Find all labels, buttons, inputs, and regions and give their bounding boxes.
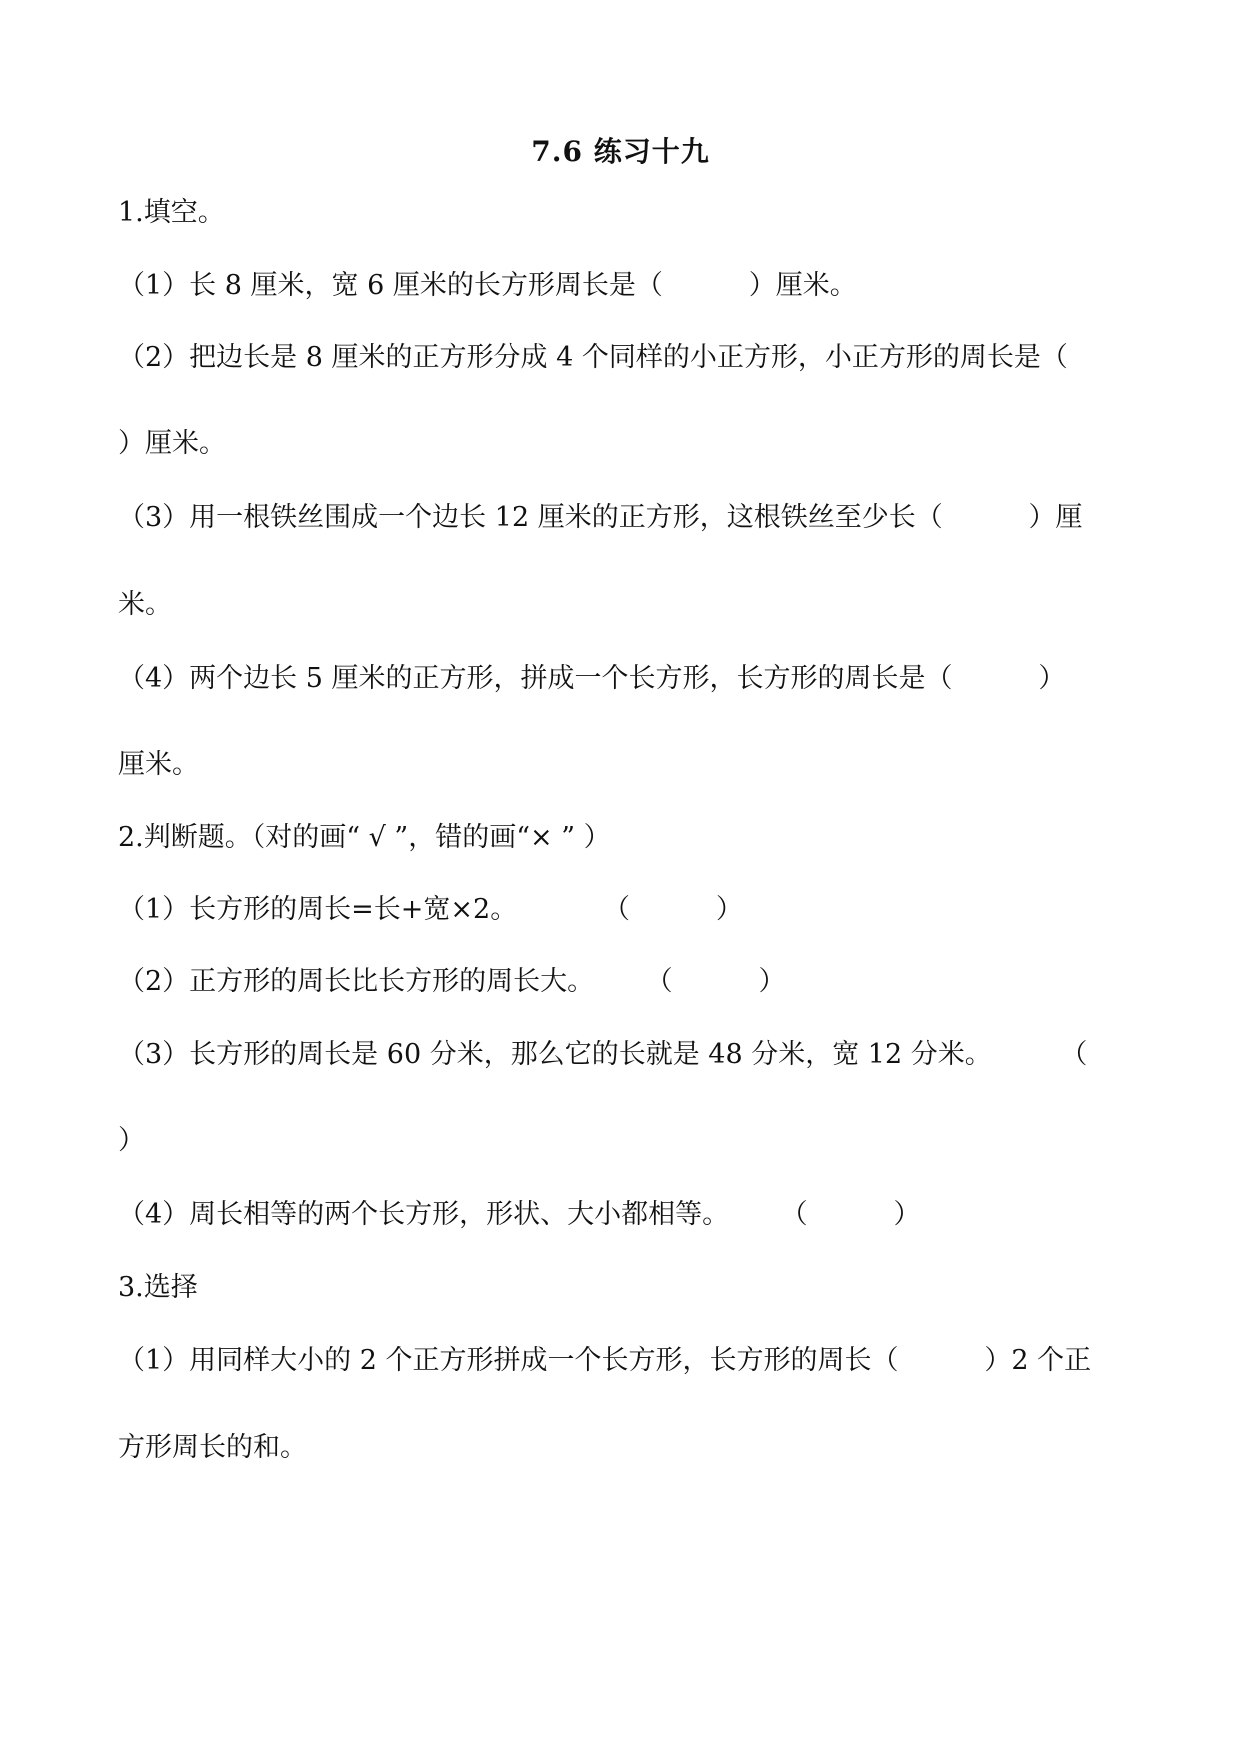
question-1-1: （1）长 8 厘米，宽 6 厘米的长方形周长是（ ）厘米。 — [118, 270, 857, 301]
question-2-4: （4）周长相等的两个长方形，形状、大小都相等。 （ ） — [118, 1199, 921, 1230]
section-1-heading: 1.填空。 — [118, 197, 225, 228]
question-1-3-continued: 米。 — [118, 589, 172, 620]
question-1-3: （3）用一根铁丝围成一个边长 12 厘米的正方形，这根铁丝至少长（ ）厘 — [118, 502, 1083, 533]
question-2-3-continued: ） — [118, 1125, 145, 1156]
question-1-2-continued: ）厘米。 — [118, 428, 226, 459]
question-3-1-continued: 方形周长的和。 — [118, 1432, 307, 1463]
question-1-2: （2）把边长是 8 厘米的正方形分成 4 个同样的小正方形，小正方形的周长是（ — [118, 342, 1068, 373]
question-2-1: （1）长方形的周长=长+宽×2。 （ ） — [118, 894, 743, 925]
question-3-1: （1）用同样大小的 2 个正方形拼成一个长方形，长方形的周长（ ）2 个正 — [118, 1345, 1092, 1376]
section-2-heading: 2.判断题。（对的画“ √ ”，错的画“× ” ） — [118, 822, 611, 853]
question-2-3: （3）长方形的周长是 60 分米，那么它的长就是 48 分米，宽 12 分米。 （ — [118, 1039, 1088, 1070]
question-1-4: （4）两个边长 5 厘米的正方形，拼成一个长方形，长方形的周长是（ ） — [118, 663, 1066, 694]
question-1-4-continued: 厘米。 — [118, 749, 199, 780]
section-3-heading: 3.选择 — [118, 1272, 198, 1303]
page-title: 7.6 练习十九 — [531, 135, 710, 168]
question-2-2: （2）正方形的周长比长方形的周长大。 （ ） — [118, 966, 786, 997]
